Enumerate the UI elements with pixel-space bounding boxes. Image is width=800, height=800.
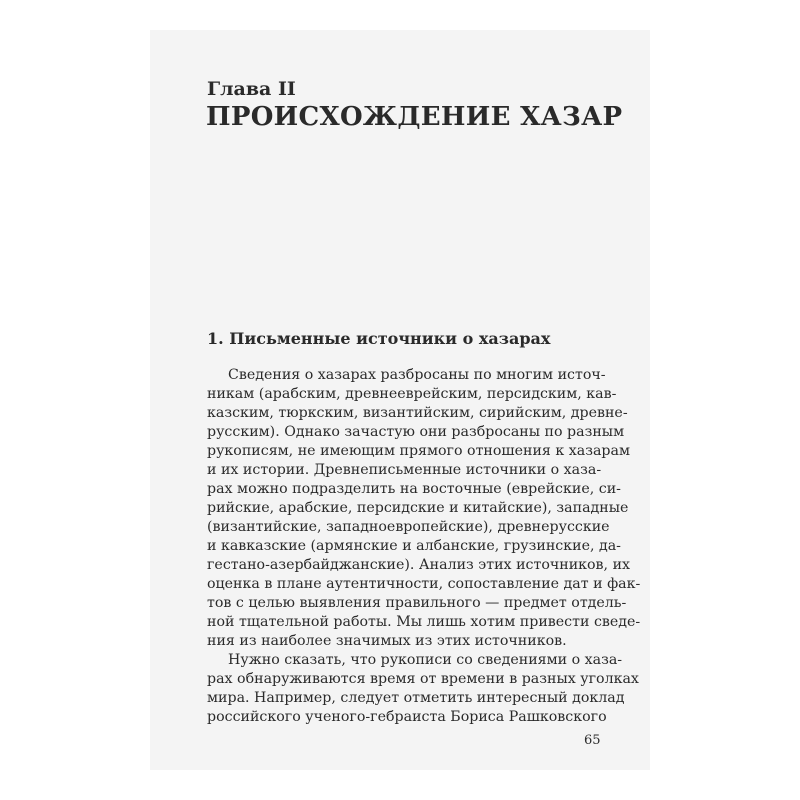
text-line: мира. Например, следует отметить интересный доклад [207,690,625,706]
text-line: русским). Однако зачастую они разбросаны по разным [207,424,625,440]
text-line: оценка в плане аутентичности, сопоставление дат и фак- [207,576,641,592]
text-line: ной тщательной работы. Мы лишь хотим привести сведе- [207,614,641,630]
text-line: и их истории. Древнеписьменные источники о хаза- [207,462,602,478]
text-line: тов с целью выявления правильного — предмет отдель- [207,595,627,611]
text-line: никам (арабским, древнееврейским, персидским, кав- [207,386,617,402]
text-line: Нужно сказать, что рукописи со сведениями о хаза- [228,652,623,668]
text-line: казским, тюркским, византийским, сирийским, древне- [207,405,628,421]
body-text [207,366,641,727]
text-line: ния из наиболее значимых из этих источников. [207,633,567,649]
text-line: рах можно подразделить на восточные (еврейские, си- [207,481,621,497]
text-line: (византийские, западноевропейские), древнерусские [207,519,610,535]
section-heading: 1. Письменные источники о хазарах [207,329,551,348]
text-line: российского ученого-гебраиста Бориса Рашковского [207,709,607,725]
chapter-label: Глава II [207,78,296,100]
text-line: Сведения о хазарах разбросаны по многим источ- [228,367,606,383]
text-line: рукописям, не имеющим прямого отношения к хазарам [207,443,630,459]
text-line: гестано-азербайджанские). Анализ этих источников, их [207,557,631,573]
text-line: рийские, арабские, персидские и китайские), западные [207,500,629,516]
page-number: 65 [584,733,601,748]
text-line: рах обнаруживаются время от времени в разных уголках [207,671,639,687]
text-line: и кавказские (армянские и албанские, грузинские, да- [207,538,621,554]
chapter-title: ПРОИСХОЖДЕНИЕ ХАЗАР [206,102,623,132]
